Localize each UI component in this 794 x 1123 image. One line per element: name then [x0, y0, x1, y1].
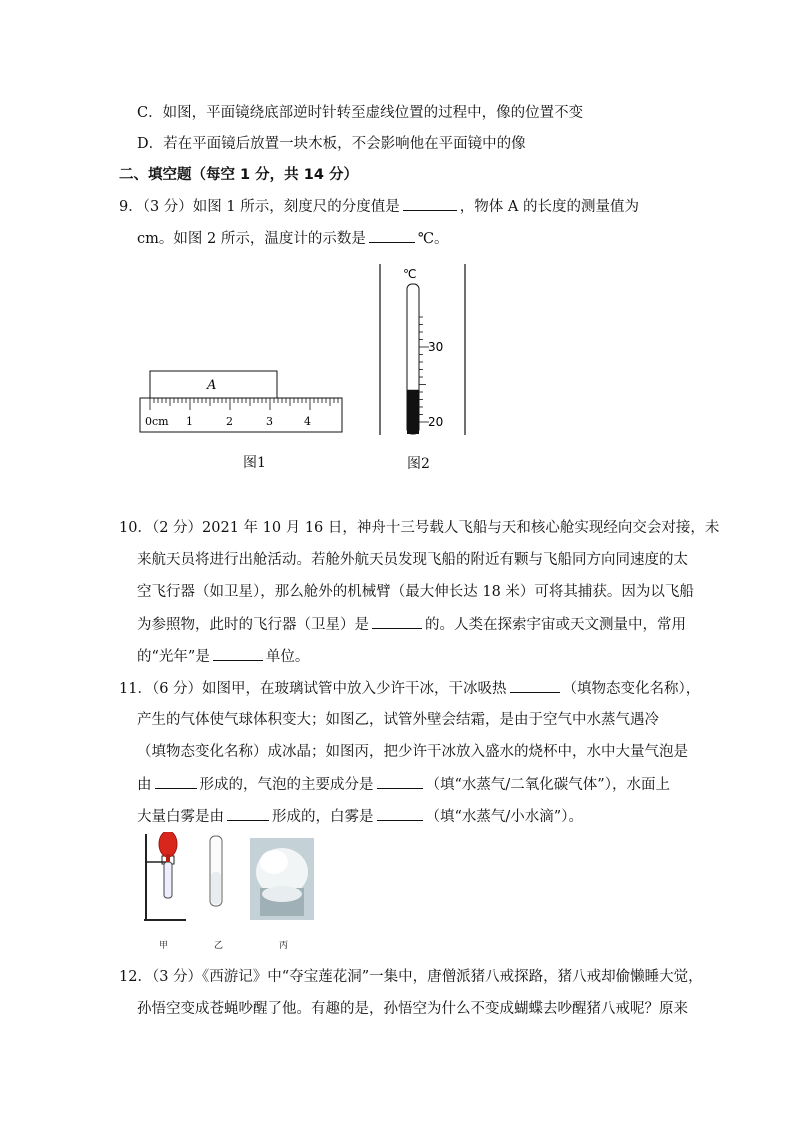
option-d: D．若在平面镜后放置一块木板，不会影响他在平面镜中的像	[137, 136, 526, 152]
q10-text-b: 的。人类在探索宇宙或天文测量中，常用	[425, 617, 686, 633]
q10-line4	[137, 614, 686, 635]
q12-line2: 孙悟空变成苍蝇吵醒了他。有趣的是，孙悟空为什么不变成蝴蝶去吵醒猪八戒呢？原来	[137, 1001, 688, 1017]
q10-text-c: 的“光年”是	[137, 649, 210, 665]
water-surface	[262, 886, 302, 902]
q11-text-a: 11．（6 分）如图甲，在玻璃试管中放入少许干冰，干冰吸热	[119, 681, 507, 697]
figure1-caption: 图1	[243, 455, 266, 471]
q11-text-e: （填“水蒸气/二氧化碳气体”），水面上	[425, 777, 670, 793]
q11-blank-5[interactable]	[377, 806, 423, 821]
thermometer-ticks	[419, 317, 429, 422]
object-a-label: A	[207, 378, 217, 393]
q10-line5	[137, 646, 309, 667]
q11-line4	[137, 774, 670, 795]
figure-jia-apparatus	[144, 832, 186, 920]
option-c: C．如图，平面镜绕底部逆时针转至虚线位置的过程中，像的位置不变	[137, 105, 584, 121]
q11-line3: （填物态变化名称）成冰晶；如图丙，把少许干冰放入盛水的烧杯中，水中大量气泡是	[137, 744, 688, 760]
figure1-ruler	[136, 365, 348, 437]
fog-puff	[260, 850, 288, 874]
q10-text-d: 单位。	[265, 649, 310, 665]
q9-text-d: ℃。	[417, 231, 449, 247]
mark-20: 20	[428, 415, 444, 429]
figure2-caption: 图2	[407, 456, 430, 472]
q11-line2: 产生的气体使气球体积变大；如图乙，试管外壁会结霜，是由于空气中水蒸气遇冷	[137, 712, 659, 728]
q11-blank-3[interactable]	[377, 774, 423, 789]
test-tube-jia	[164, 862, 172, 898]
q11-text-f: 大量白雾是由	[137, 809, 224, 825]
q11-text-g: 形成的，白雾是	[272, 809, 374, 825]
q10-line1: 10．（2 分）2021 年 10 月 16 日，神舟十三号载人飞船与天和核心舱实现经向交会对接，未	[119, 520, 720, 536]
q9-line1	[119, 196, 639, 217]
q9-text-b: ，物体 A 的长度的测量值为	[459, 199, 639, 215]
q11-blank-1[interactable]	[510, 678, 560, 693]
q10-line3: 空飞行器（如卫星），那么舱外的机械臂（最大伸长达 18 米）可将其捕获。因为以飞船	[137, 584, 694, 600]
q11-text-b: （填物态变化名称），	[562, 681, 701, 697]
balloon-neck	[166, 854, 170, 862]
unit-label: ℃	[403, 267, 417, 281]
q11-blank-2[interactable]	[155, 774, 197, 789]
figure-yi-tube	[210, 836, 222, 906]
ruler-label-4: 4	[304, 415, 311, 428]
q11-line1	[119, 678, 700, 699]
q10-blank-motion[interactable]	[372, 614, 422, 629]
figure2-thermometer	[376, 262, 470, 438]
q9-blank-division[interactable]	[403, 196, 457, 211]
frost-layer	[211, 872, 221, 904]
q12-line1: 12．（3 分）《西游记》中“夺宝莲花洞”一集中，唐僧派猪八戒探路，猪八戒却偷懒睡大觉，	[119, 969, 703, 985]
q11-text-d: 形成的，气泡的主要成分是	[199, 777, 374, 793]
caption-yi: 乙	[214, 941, 224, 951]
q9-text-c: cm。如图 2 所示，温度计的示数是	[137, 231, 366, 247]
ruler-label-2: 2	[226, 415, 233, 428]
q10-blank-unit[interactable]	[213, 646, 263, 661]
q9-blank-temperature[interactable]	[369, 228, 415, 243]
q11-text-c: 由	[137, 777, 152, 793]
figure-bing-beaker	[250, 838, 314, 920]
q9-text-a: 9．（3 分）如图 1 所示，刻度尺的分度值是	[119, 199, 400, 215]
mark-30: 30	[428, 340, 444, 354]
q11-figures	[136, 832, 316, 932]
q11-line5	[137, 806, 583, 827]
q11-text-h: （填“水蒸气/小水滴”）。	[425, 809, 583, 825]
mercury-column	[407, 390, 419, 434]
q11-blank-4[interactable]	[227, 806, 269, 821]
ruler-label-1: 1	[186, 415, 193, 428]
q9-line2	[137, 228, 449, 249]
caption-jia: 甲	[159, 941, 169, 951]
balloon	[159, 832, 177, 857]
ruler-label-3: 3	[266, 415, 273, 428]
section-heading: 二、填空题（每空 1 分，共 14 分）	[119, 167, 358, 183]
caption-bing: 丙	[279, 941, 289, 951]
ruler-label-0: 0cm	[145, 415, 169, 428]
q10-line2: 来航天员将进行出舱活动。若舱外航天员发现飞船的附近有颗与飞船同方向同速度的太	[137, 552, 688, 568]
q10-text-a: 为参照物，此时的飞行器（卫星）是	[137, 617, 369, 633]
